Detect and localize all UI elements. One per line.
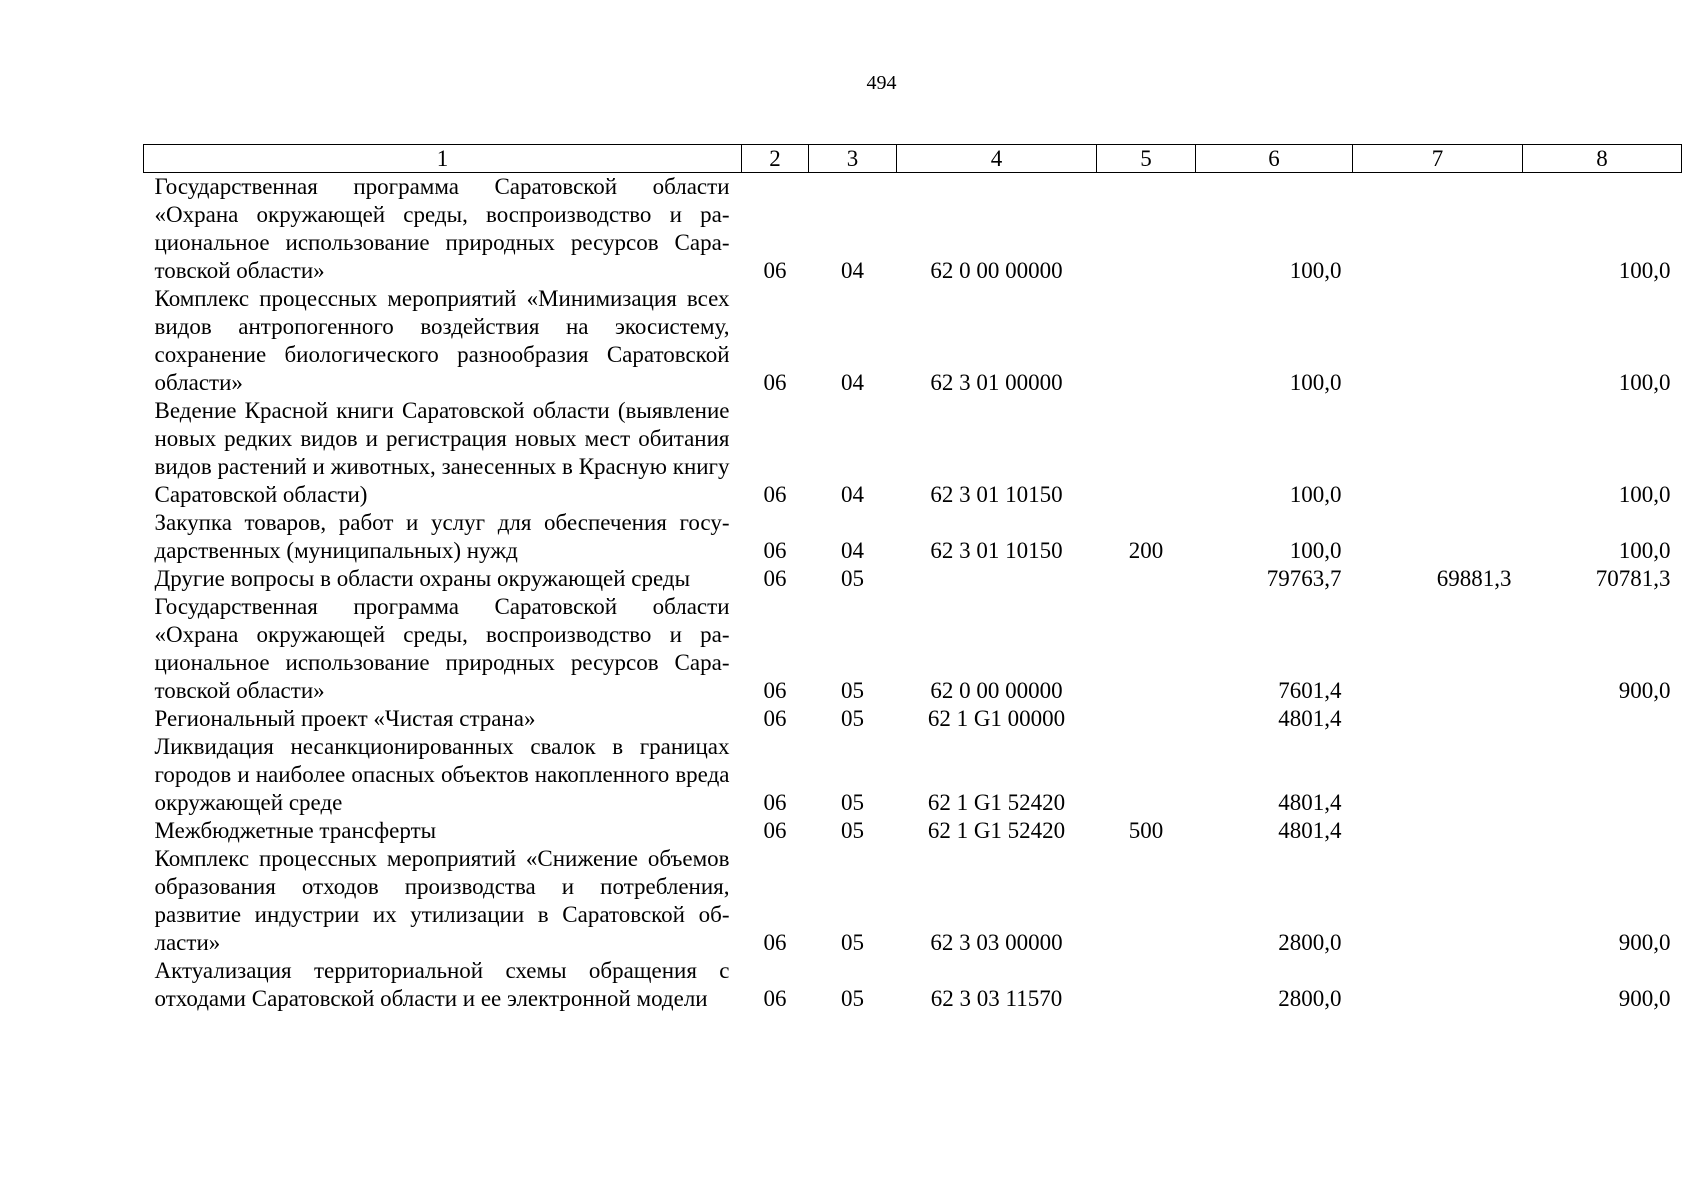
row-target-article: 62 3 01 10150 (930, 538, 1063, 563)
row-section: 06 (763, 538, 787, 563)
table-row (144, 285, 1682, 397)
row-expense-type (1097, 565, 1196, 593)
table-row (144, 705, 1682, 733)
row-expense-type (1097, 397, 1196, 509)
row-section: 06 (763, 930, 787, 955)
row-subsection: 05 (841, 566, 864, 591)
row-name: Комплекс процессных мероприятий «Снижение объемов образования отходов производства и потребления, развитие индустрии их утилизации в Саратовской области» (154, 846, 730, 955)
row-amount-col8: 900,0 (1618, 930, 1671, 955)
row-expense-type (1097, 733, 1196, 817)
row-amount-col8: 900,0 (1618, 678, 1671, 703)
table-row (144, 817, 1682, 845)
table-row (144, 509, 1682, 565)
row-amount-col6: 100,0 (1289, 482, 1342, 507)
row-amount-col8: 100,0 (1618, 258, 1671, 283)
row-amount-col7 (1353, 509, 1523, 565)
row-amount-col7: 69881,3 (1436, 566, 1512, 591)
row-subsection: 04 (841, 482, 864, 507)
row-subsection: 05 (841, 930, 864, 955)
row-amount-col8: 100,0 (1618, 370, 1671, 395)
table-header (144, 145, 1682, 173)
table-body (144, 173, 1682, 1014)
header-row (144, 145, 1682, 173)
column-header-7: 7 (1353, 145, 1523, 173)
row-section: 06 (763, 986, 787, 1011)
row-amount-col7 (1353, 817, 1523, 845)
row-name: Региональный проект «Чистая страна» (154, 706, 536, 731)
row-section: 06 (763, 370, 787, 395)
row-name: Ведение Красной книги Саратовской области (выявление новых редких видов и регистрация новых мест обитания видов растений и животных, занесенных в Красную книгу Саратовской области) (154, 398, 730, 507)
row-name: Комплекс процессных мероприятий «Минимизация всех видов антропогенного воздействия на экосистему, сохранение биологического разнообразия Саратовской области» (154, 286, 730, 395)
row-amount-col8: 900,0 (1618, 986, 1671, 1011)
row-target-article: 62 3 03 00000 (930, 930, 1063, 955)
row-section: 06 (763, 678, 787, 703)
row-subsection: 05 (841, 986, 864, 1011)
row-section: 06 (763, 706, 787, 731)
row-subsection: 05 (841, 678, 864, 703)
table-row (144, 173, 1682, 286)
row-expense-type (1097, 173, 1196, 286)
row-name: Государственная программа Саратовской области «Охрана окружающей среды, воспроизводство и рациональное использование природных ресурсов Саратовской области» (154, 174, 730, 283)
table-row (144, 845, 1682, 957)
column-header-4: 4 (897, 145, 1097, 173)
table-row (144, 733, 1682, 817)
row-subsection: 05 (841, 706, 864, 731)
row-amount-col8: 70781,3 (1595, 566, 1671, 591)
row-target-article: 62 0 00 00000 (930, 258, 1063, 283)
row-amount-col6: 7601,4 (1278, 678, 1342, 703)
row-expense-type (1097, 705, 1196, 733)
row-target-article (897, 565, 1097, 593)
table-row (144, 593, 1682, 705)
row-section: 06 (763, 790, 787, 815)
row-amount-col7 (1353, 705, 1523, 733)
row-name: Ликвидация несанкционированных свалок в границах городов и наиболее опасных объектов накопленного вреда окружающей среде (154, 734, 730, 815)
row-amount-col7 (1353, 285, 1523, 397)
row-subsection: 04 (841, 370, 864, 395)
row-target-article: 62 1 G1 52420 (927, 790, 1066, 815)
row-subsection: 05 (841, 818, 864, 843)
row-expense-type: 200 (1128, 538, 1164, 563)
row-amount-col8 (1523, 705, 1682, 733)
row-amount-col7 (1353, 957, 1523, 1013)
row-target-article: 62 1 G1 52420 (927, 818, 1066, 843)
column-header-5: 5 (1097, 145, 1196, 173)
row-name: Другие вопросы в области охраны окружающей среды (154, 566, 691, 591)
row-subsection: 04 (841, 538, 864, 563)
row-amount-col6: 4801,4 (1278, 790, 1342, 815)
row-section: 06 (763, 566, 787, 591)
row-expense-type: 500 (1128, 818, 1164, 843)
row-target-article: 62 3 01 10150 (930, 482, 1063, 507)
row-amount-col6: 100,0 (1289, 538, 1342, 563)
row-expense-type (1097, 285, 1196, 397)
page-number: 494 (866, 72, 897, 94)
row-expense-type (1097, 845, 1196, 957)
column-header-6: 6 (1196, 145, 1353, 173)
row-target-article: 62 3 01 00000 (930, 370, 1063, 395)
table-row (144, 565, 1682, 593)
row-amount-col6: 100,0 (1289, 370, 1342, 395)
row-amount-col8: 100,0 (1618, 538, 1671, 563)
column-header-2: 2 (742, 145, 809, 173)
row-name: Межбюджетные трансферты (154, 818, 437, 843)
table-row (144, 957, 1682, 1013)
row-amount-col6: 4801,4 (1278, 818, 1342, 843)
row-amount-col8 (1523, 733, 1682, 817)
row-section: 06 (763, 818, 787, 843)
table-row (144, 397, 1682, 509)
column-header-3: 3 (809, 145, 897, 173)
row-amount-col6: 2800,0 (1278, 986, 1342, 1011)
row-amount-col7 (1353, 593, 1523, 705)
row-amount-col8: 100,0 (1618, 482, 1671, 507)
row-section: 06 (763, 482, 787, 507)
row-amount-col6: 100,0 (1289, 258, 1342, 283)
row-name: Закупка товаров, работ и услуг для обеспечения государственных (муниципальных) нужд (154, 510, 730, 563)
row-target-article: 62 3 03 11570 (930, 986, 1063, 1011)
row-target-article: 62 1 G1 00000 (927, 706, 1066, 731)
row-amount-col6: 79763,7 (1266, 566, 1342, 591)
row-amount-col8 (1523, 817, 1682, 845)
row-amount-col6: 4801,4 (1278, 706, 1342, 731)
row-expense-type (1097, 957, 1196, 1013)
row-amount-col7 (1353, 173, 1523, 286)
row-amount-col7 (1353, 845, 1523, 957)
column-header-8: 8 (1523, 145, 1682, 173)
row-subsection: 05 (841, 790, 864, 815)
row-subsection: 04 (841, 258, 864, 283)
row-name: Государственная программа Саратовской области «Охрана окружающей среды, воспроизводство и рациональное использование природных ресурсов Саратовской области» (154, 594, 730, 703)
budget-table (143, 144, 1682, 1013)
row-section: 06 (763, 258, 787, 283)
row-amount-col7 (1353, 397, 1523, 509)
row-target-article: 62 0 00 00000 (930, 678, 1063, 703)
row-expense-type (1097, 593, 1196, 705)
column-header-1: 1 (144, 145, 742, 173)
row-name: Актуализация территориальной схемы обращения с отходами Саратовской области и ее электронной модели (154, 958, 730, 1011)
row-amount-col6: 2800,0 (1278, 930, 1342, 955)
row-amount-col7 (1353, 733, 1523, 817)
